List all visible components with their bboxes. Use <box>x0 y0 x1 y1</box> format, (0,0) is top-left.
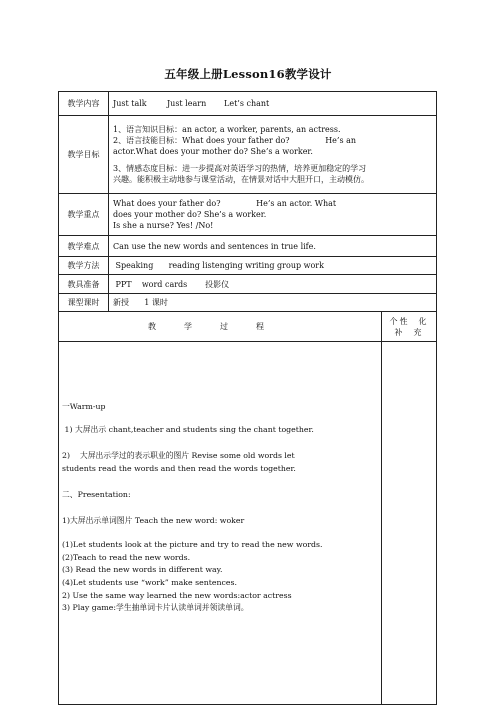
label-teaching-goals: 教学目标 <box>59 116 109 194</box>
goal-line-3: actor.What does your mother do? She’s a worker. <box>113 147 313 156</box>
value-teaching-content: Just talk Just learn Let’s chant <box>109 92 437 116</box>
label-teaching-content: 教学内容 <box>59 92 109 116</box>
row-period <box>59 294 437 312</box>
supplement-header <box>382 312 437 342</box>
label-key-points: 教学重点 <box>59 194 109 236</box>
value-method: Speaking reading listenging writing group work <box>109 257 437 275</box>
process-line: 2) Use the same way learned the new words:actor actress <box>62 591 292 600</box>
process-line: (3) Read the new words in different way. <box>62 565 223 574</box>
lesson-plan-table <box>58 91 437 705</box>
process-body <box>59 342 382 705</box>
key-line-2: does your mother do? She’s a worker. <box>113 210 267 219</box>
value-tools: PPT word cards 投影仪 <box>109 275 437 294</box>
process-line: students read the words and then read the words together. <box>62 464 296 473</box>
row-difficulty <box>59 236 437 257</box>
row-method <box>59 257 437 275</box>
supplement-header-line-1: 个性 化 <box>389 316 429 326</box>
process-line: (4)Let students use “work” make sentences. <box>62 578 237 587</box>
goal-line-5: 兴趣。能积极主动地参与课堂活动，在情景对话中大胆开口，主动模仿。 <box>113 175 369 184</box>
key-line-1: What does your father do? He’s an actor. What <box>113 199 337 208</box>
row-teaching-content <box>59 92 437 116</box>
process-line: 3) Play game:学生抽单词卡片认读单词并领读单词。 <box>62 603 249 612</box>
supplement-body <box>382 342 437 705</box>
key-line-3: Is she a nurse? Yes! /No! <box>113 221 214 230</box>
value-teaching-goals <box>109 116 437 194</box>
supplement-header-line-2: 补 充 <box>394 327 424 337</box>
process-line: (2)Teach to read the new words. <box>62 553 191 562</box>
process-line: 1)大屏出示单词图片 Teach the new word: woker <box>62 516 245 525</box>
process-header: 教学过程 <box>59 312 382 342</box>
process-line: 二、Presentation: <box>62 490 131 499</box>
value-period: 新授 1 课时 <box>109 294 437 312</box>
row-tools <box>59 275 437 294</box>
goal-line-2: 2、语言技能目标：What does your father do? He’s an <box>113 136 357 145</box>
process-line: 2) 大屏出示学过的表示职业的图片 Revise some old words let <box>62 451 295 460</box>
label-tools: 教具准备 <box>59 275 109 294</box>
row-process-header <box>59 312 437 342</box>
label-method: 教学方法 <box>59 257 109 275</box>
row-teaching-goals <box>59 116 437 194</box>
process-line: 1) 大屏出示 chant,teacher and students sing the chant together. <box>62 425 314 434</box>
process-line: (1)Let students look at the picture and try to read the new words. <box>62 540 323 549</box>
page-title: 五年级上册Lesson16教学设计 <box>164 67 332 81</box>
value-difficulty: Can use the new words and sentences in true life. <box>109 236 437 257</box>
row-process-body <box>59 342 437 705</box>
goal-line-1: 1、语言知识目标：an actor, a worker, parents, an actress. <box>113 125 341 134</box>
row-key-points <box>59 194 437 236</box>
goal-line-4: 3、情感态度目标：进一步提高对英语学习的热情，培养更加稳定的学习 <box>113 164 367 173</box>
process-line: 一Warm-up <box>62 402 106 411</box>
value-key-points <box>109 194 437 236</box>
label-difficulty: 教学难点 <box>59 236 109 257</box>
label-period: 课型课时 <box>59 294 109 312</box>
